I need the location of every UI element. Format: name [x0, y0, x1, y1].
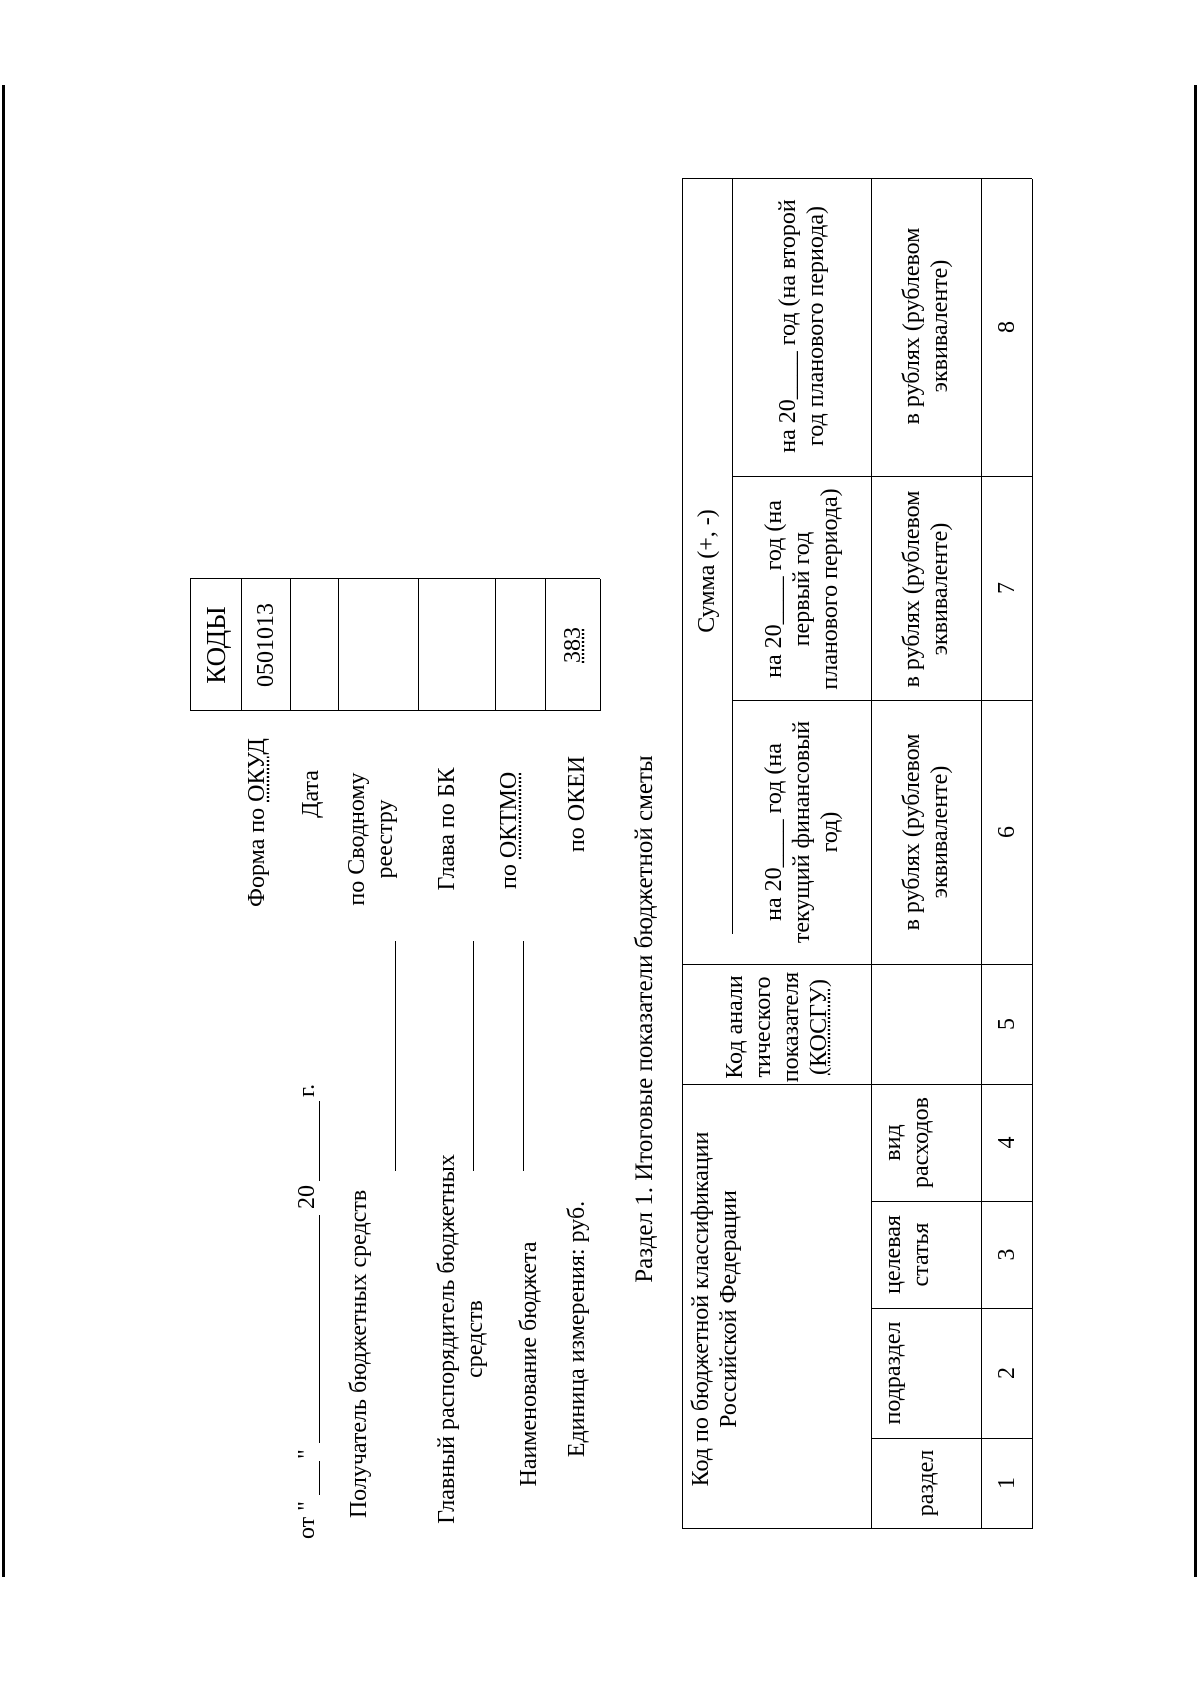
- rotated-form: [75, 99, 1125, 1599]
- codes-box-bottom: [600, 579, 601, 711]
- year-header-first-plan: на 20____ год (на первый год планового периода): [760, 488, 843, 690]
- col-number-1: 1: [993, 1477, 1020, 1489]
- unit-header-current: в рублях (рублевом эквиваленте): [899, 733, 953, 931]
- col-expense-type-header: вид расходов: [880, 1097, 934, 1188]
- col-number-8: 8: [993, 321, 1020, 333]
- table-left-border: [682, 1528, 1032, 1529]
- okei-code-label: по ОКЕИ: [564, 755, 590, 853]
- date-value-cell[interactable]: [290, 579, 338, 711]
- oktmo-value-cell[interactable]: [495, 579, 545, 711]
- date-quote-close: ": [294, 1449, 320, 1459]
- bk-header-cell: Код по бюджетной классификации Российской Федерации: [688, 1131, 742, 1487]
- col-number-5: 5: [993, 1018, 1020, 1030]
- okud-value-cell[interactable]: 0501013: [252, 603, 279, 687]
- date-suffix: г.: [294, 1083, 320, 1097]
- year-header-second-plan: на 20____ год (на второй год планового периода): [774, 199, 829, 453]
- okei-value-cell[interactable]: [545, 579, 600, 711]
- codes-box-title: КОДЫ: [200, 606, 231, 684]
- col-razdel-header: раздел: [913, 1449, 939, 1517]
- recipient-label: Получатель бюджетных средств: [346, 1189, 372, 1519]
- col-target-article-header: целевая статья: [880, 1215, 934, 1294]
- oktmo-code-label: по ОКТМО: [496, 771, 522, 889]
- budget-name-label: Наименование бюджета: [516, 1241, 542, 1487]
- day-underline[interactable]: [319, 1461, 320, 1495]
- page-edge-left: [2, 85, 5, 1577]
- date-line: [293, 1501, 321, 1539]
- sum-header-cell: Сумма (+, -): [694, 509, 720, 633]
- month-underline[interactable]: [319, 1215, 320, 1443]
- col-number-7: 7: [993, 582, 1020, 594]
- registry-code-label: по Сводному реестру: [344, 772, 398, 906]
- col-podrazdel-header: подраздел: [880, 1321, 906, 1425]
- form-okud-label: Форма по ОКУД: [244, 738, 270, 907]
- recipient-field-line[interactable]: [395, 941, 396, 1171]
- okei-value[interactable]: 383: [559, 627, 586, 663]
- year-header-current: на 20____ год (на текущий финансовый год): [760, 720, 843, 944]
- unit-label: Единица измерения: руб.: [564, 1200, 590, 1458]
- chief-manager-label: Главный распорядитель бюджетных средств: [434, 1154, 488, 1524]
- section-title: Раздел 1. Итоговые показатели бюджетной сметы: [631, 755, 658, 1283]
- registry-value-cell[interactable]: [338, 579, 418, 711]
- page-edge-right: [1194, 85, 1197, 1577]
- year-underline[interactable]: [319, 1101, 320, 1181]
- oktmo-link[interactable]: ОКТМО: [496, 771, 522, 859]
- date-prefix: от ": [294, 1501, 320, 1539]
- budget-name-field-line[interactable]: [523, 941, 524, 1171]
- unit-header-first-plan: в рублях (рублевом эквиваленте): [899, 490, 953, 688]
- okud-link[interactable]: ОКУД: [244, 738, 270, 802]
- chapter-value-cell[interactable]: [418, 579, 495, 711]
- table-bottom-border: [1032, 179, 1033, 1529]
- chapter-code-label: Глава по БК: [434, 767, 460, 891]
- col-number-4: 4: [993, 1136, 1020, 1149]
- col-number-2: 2: [993, 1367, 1020, 1379]
- analytic-header-cell: Код аналитического показателя (КОСГУ): [721, 971, 832, 1083]
- col-number-3: 3: [993, 1248, 1020, 1261]
- col-number-6: 6: [993, 826, 1020, 838]
- table-right-border: [682, 178, 1032, 179]
- chief-manager-field-line[interactable]: [473, 941, 474, 1171]
- date-year-prefix: 20: [294, 1185, 320, 1209]
- kosgu-link[interactable]: (КОСГУ): [805, 979, 832, 1075]
- date-code-label: Дата: [298, 770, 324, 818]
- unit-header-second-plan: в рублях (рублевом эквиваленте): [899, 227, 953, 425]
